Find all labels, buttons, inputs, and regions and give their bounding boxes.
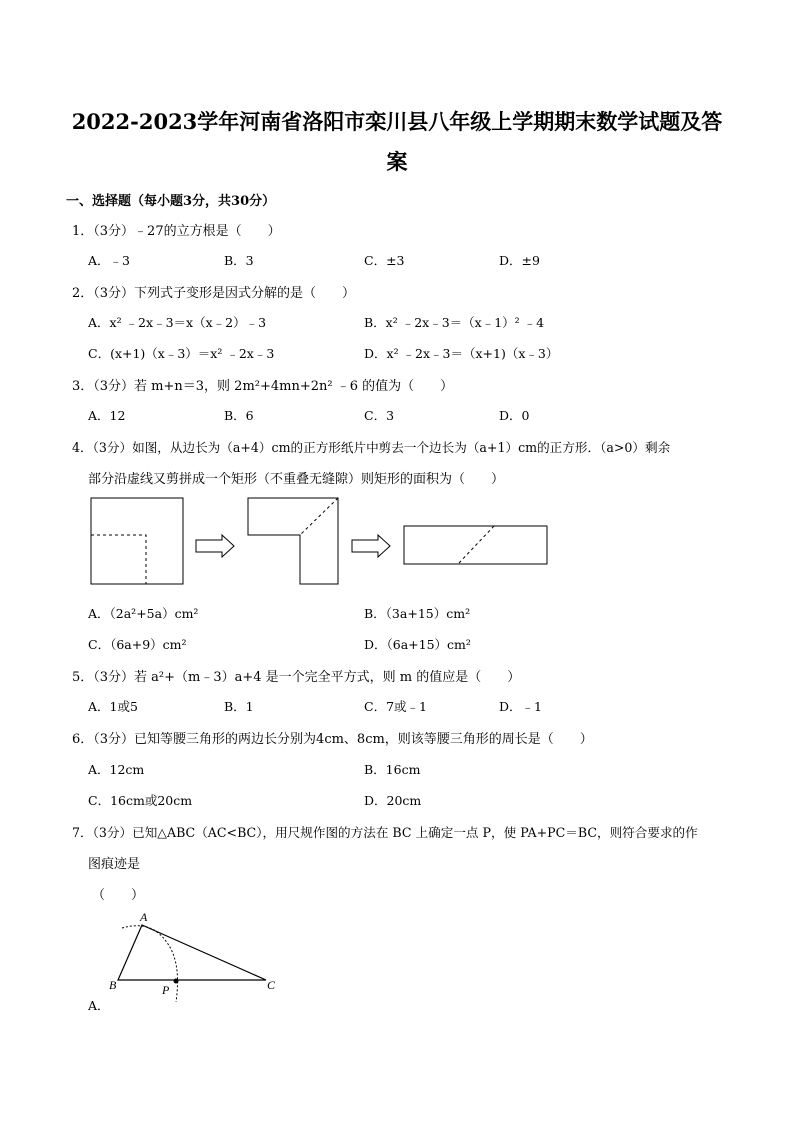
q7-triangle <box>118 925 266 980</box>
page-title-line1: 2022-2023学年河南省洛阳市栾川县八年级上学期期末数学试题及答 <box>71 109 723 134</box>
q4-option-c: C．（6a+9）cm² <box>88 637 187 652</box>
q4-stem-line1: 4．（3分）如图，从边长为（a+4）cm的正方形纸片中剪去一个边长为（a+1）cm的正方形．（a>0）剩余 <box>72 440 671 455</box>
q7-label-b: B <box>109 978 117 992</box>
q7-label-a: A <box>140 910 148 924</box>
q5-option-d: D．﹣1 <box>499 699 542 714</box>
q4-option-b: B．（3a+15）cm² <box>364 606 471 621</box>
q3-option-b: B．6 <box>224 408 254 423</box>
q7-paren: （ ） <box>92 888 145 903</box>
q1-option-c: C．±3 <box>364 253 405 268</box>
q4-option-a: A．（2a²+5a）cm² <box>88 606 199 621</box>
q7-stem-line2: 图痕迹是 <box>88 857 141 872</box>
q5-option-a: A．1或5 <box>88 699 138 714</box>
q1-option-a: A．﹣3 <box>88 253 130 268</box>
q2-option-d: D．x² ﹣2x﹣3＝（x+1)（x﹣3） <box>364 346 559 361</box>
q5-option-b: B．1 <box>224 699 254 714</box>
q2-option-c: C．(x+1)（x﹣3）＝x² ﹣2x﹣3 <box>88 346 275 361</box>
q1-stem: 1．（3分）﹣27的立方根是（ ） <box>72 224 281 239</box>
q5-stem: 5．（3分）若 a²+（m﹣3）a+4 是一个完全平方式，则 m 的值应是（ ） <box>72 670 521 685</box>
q6-option-b: B．16cm <box>364 762 421 777</box>
q4-stem-line2: 部分沿虚线又剪拼成一个矩形（不重叠无缝隙）则矩形的面积为（ ） <box>88 472 505 487</box>
q1-option-b: B．3 <box>224 253 254 268</box>
q6-option-a: A．12cm <box>88 762 145 777</box>
q7-option-a: A． <box>88 998 110 1013</box>
q5-option-c: C．7或﹣1 <box>364 699 427 714</box>
q6-option-c: C．16cm或20cm <box>88 793 193 808</box>
q2-option-a: A．x² ﹣2x﹣3＝x（x﹣2）﹣3 <box>88 315 267 330</box>
q3-option-a: A．12 <box>88 408 126 423</box>
q6-stem: 6．（3分）已知等腰三角形的两边长分别为4cm、8cm，则该等腰三角形的周长是（ ） <box>72 732 593 747</box>
q7-stem-line1: 7．（3分）已知△ABC（AC<BC），用尺规作图的方法在 BC 上确定一点 P，使 PA+PC＝BC，则符合要求的作 <box>72 825 698 840</box>
q1-option-d: D．±9 <box>499 253 540 268</box>
section-heading: 一、选择题（每小题3分，共30分） <box>66 194 276 209</box>
q7-point-p <box>174 979 179 984</box>
q2-stem: 2．（3分）下列式子变形是因式分解的是（ ） <box>72 286 356 301</box>
q3-option-c: C．3 <box>364 408 395 423</box>
page-title-line2: 案 <box>386 149 408 174</box>
q3-option-d: D．0 <box>499 408 530 423</box>
q7-label-c: C <box>267 978 276 992</box>
q2-option-b: B．x² ﹣2x﹣3＝（x﹣1）² ﹣4 <box>364 315 545 330</box>
q3-stem: 3．（3分）若 m+n＝3，则 2m²+4mn+2n² ﹣6 的值为（ ） <box>72 379 454 394</box>
q6-option-d: D．20cm <box>364 793 422 808</box>
q4-option-d: D．（6a+15）cm² <box>364 637 471 652</box>
q7-label-p: P <box>162 983 170 997</box>
